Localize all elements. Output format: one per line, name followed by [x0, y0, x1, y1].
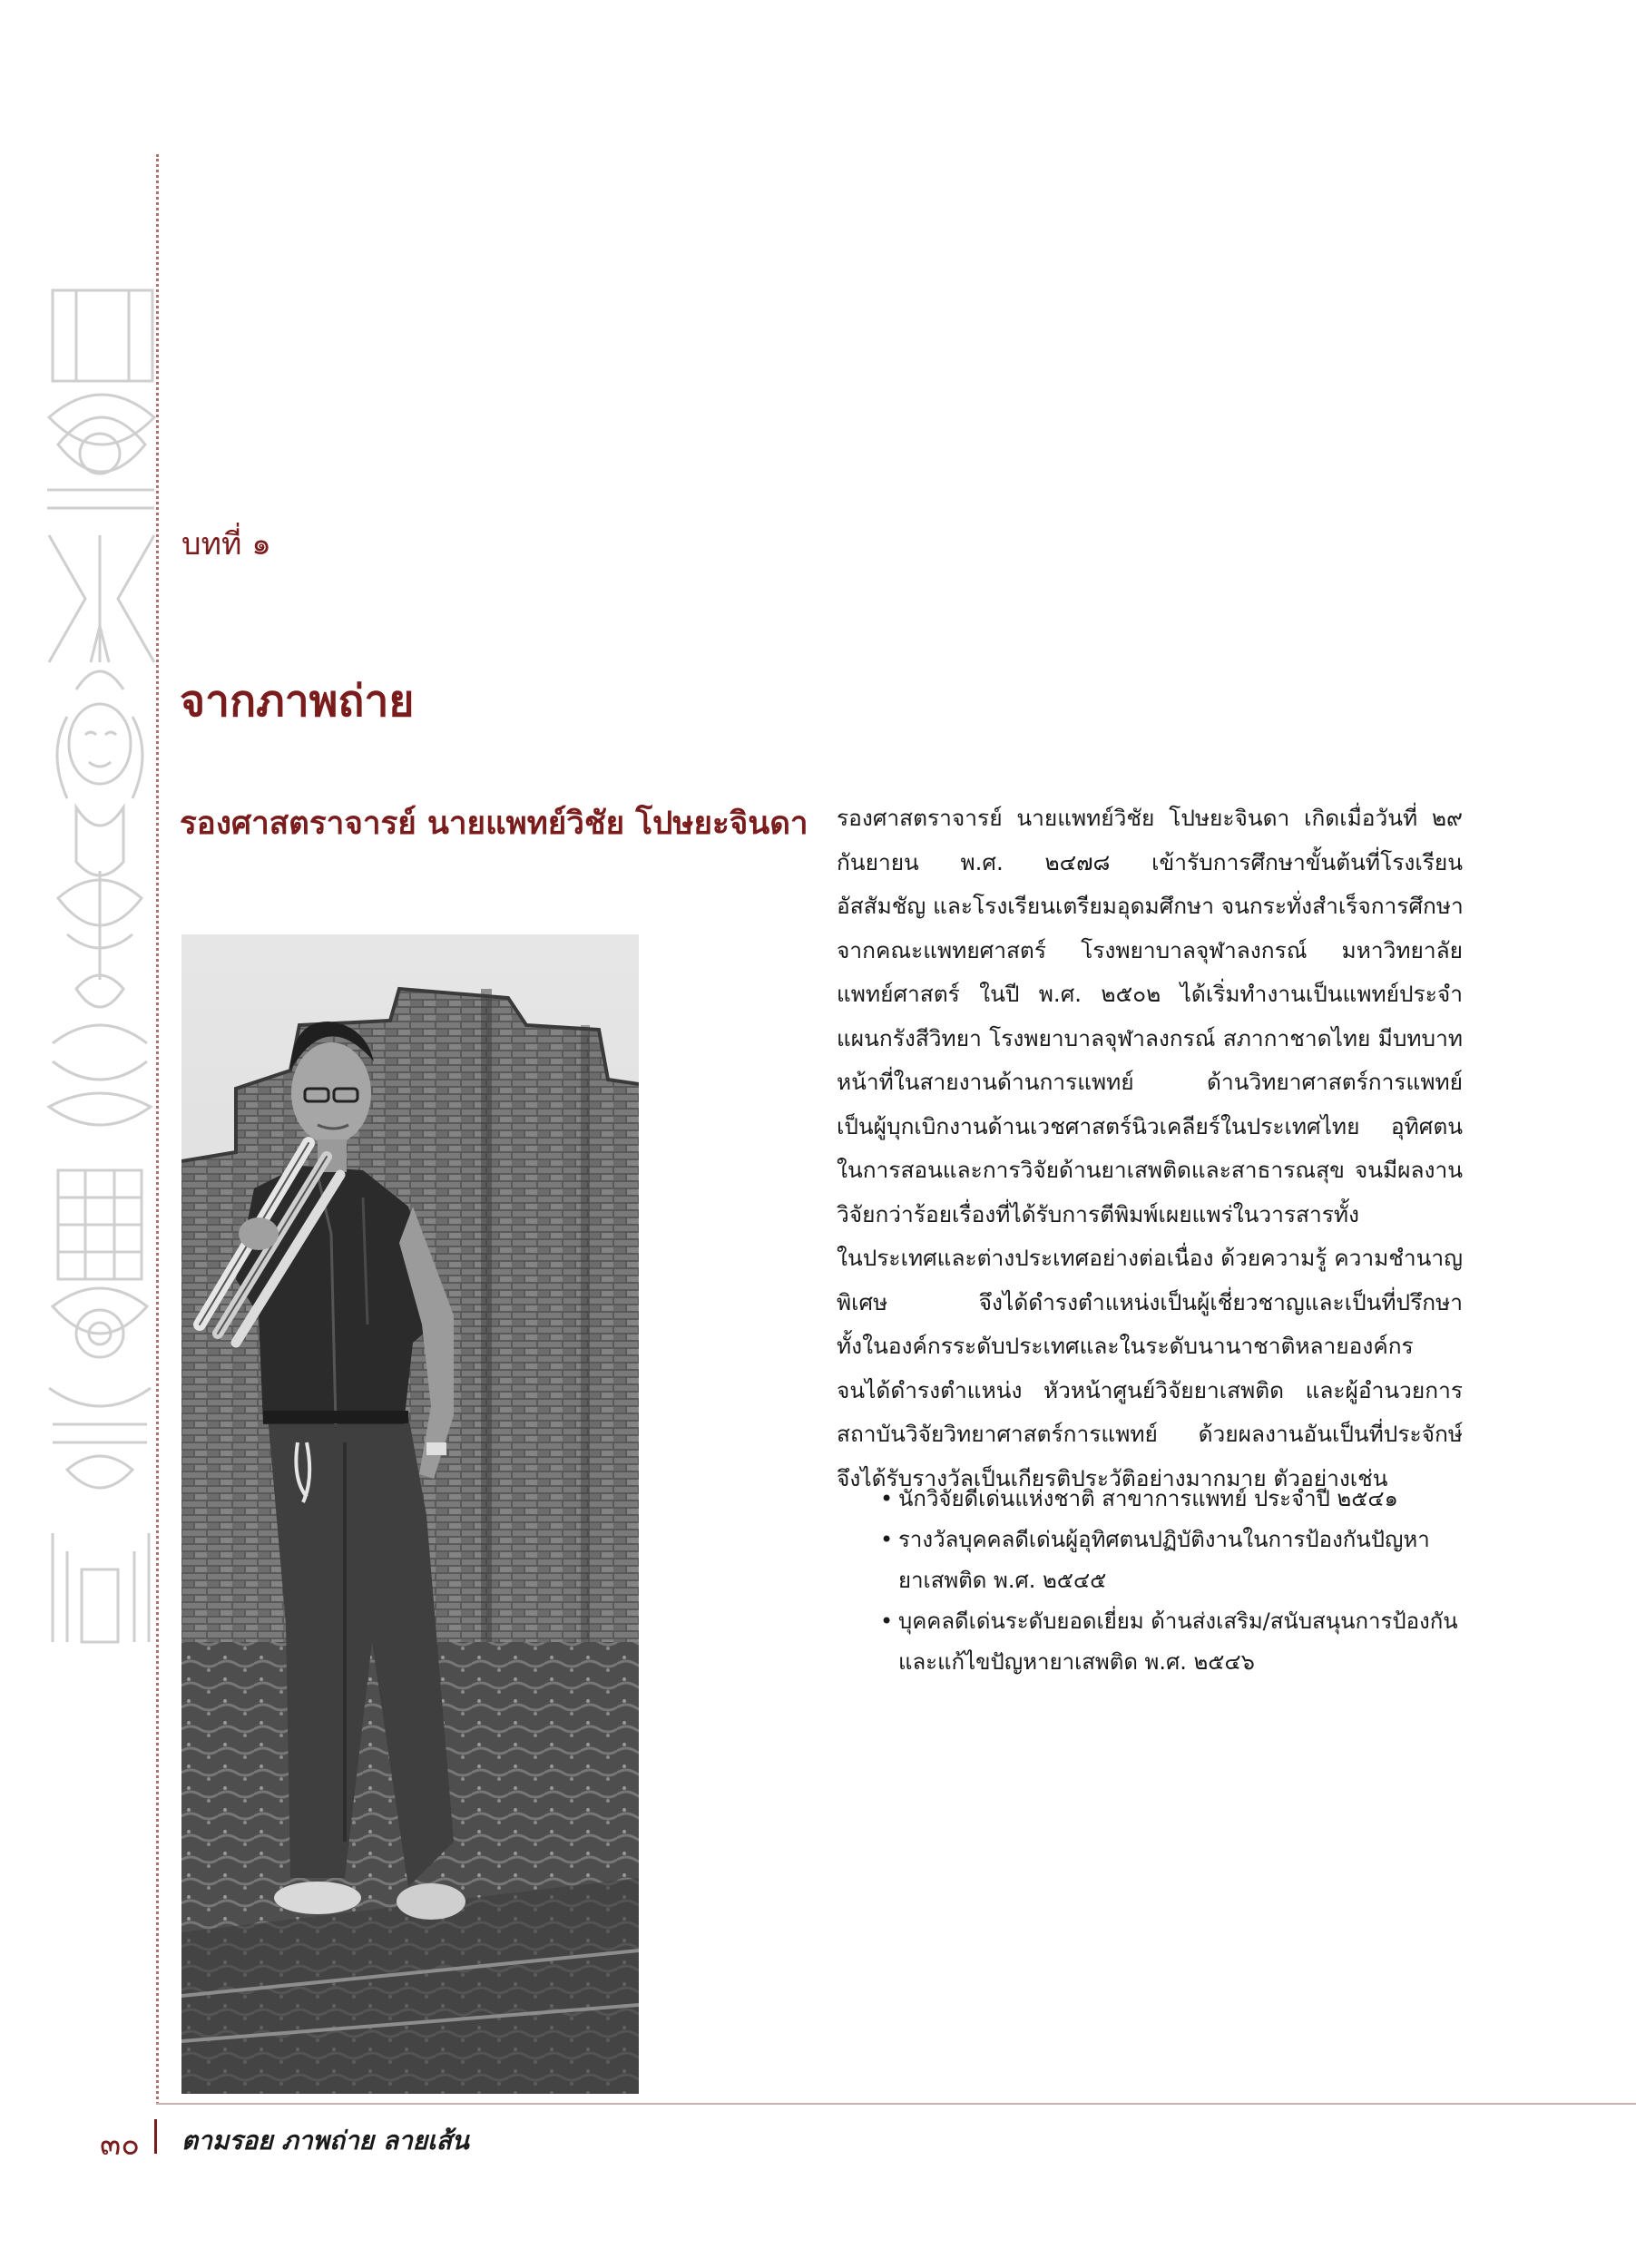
decorative-thai-ornament	[40, 263, 160, 1715]
list-item-line: ยาเสพติด พ.ศ. ๒๕๔๕	[898, 1568, 1107, 1593]
body-line: จึงได้รับรางวัลเป็นเกียรติประวัติอย่างมากมาย ตัวอย่างเช่น	[837, 1464, 1388, 1491]
vertical-dotted-rule	[156, 154, 159, 2105]
list-item-line: บุคคลดีเด่นระดับยอดเยี่ยม ด้านส่งเสริม/สนับสนุนการป้องกัน	[898, 1608, 1458, 1634]
list-item	[880, 1601, 1470, 1683]
list-item-line: และแก้ไขปัญหายาเสพติด พ.ศ. ๒๕๔๖	[898, 1649, 1255, 1675]
body-line: แผนกรังสีวิทยา โรงพยาบาลจุฬาลงกรณ์ สภากาชาดไทย มีบทบาท	[837, 1024, 1463, 1051]
body-line: ในการสอนและการวิจัยด้านยาเสพติดและสาธารณสุข จนมีผลงาน	[837, 1157, 1463, 1183]
list-item	[880, 1520, 1470, 1601]
body-line: อัสสัมชัญ และโรงเรียนเตรียมอุดมศึกษา จนกระทั่งสำเร็จการศึกษา	[837, 893, 1464, 919]
body-line: สถาบันวิจัยวิทยาศาสตร์การแพทย์ ด้วยผลงานอันเป็นที่ประจักษ์	[837, 1421, 1463, 1447]
body-line: รองศาสตราจารย์ นายแพทย์วิชัย โปษยะจินดา เกิดเมื่อวันที่ ๒๙	[837, 805, 1463, 831]
list-item	[880, 1479, 1470, 1520]
body-line: พิเศษ จึงได้ดำรงตำแหน่งเป็นผู้เชี่ยวชาญและเป็นที่ปรึกษา	[837, 1288, 1463, 1315]
bullet-icon: •	[880, 1486, 894, 1511]
list-item-line: รางวัลบุคคลดีเด่นผู้อุทิศตนปฏิบัติงานในการป้องกันปัญหา	[898, 1527, 1430, 1552]
bullet-icon: •	[880, 1608, 894, 1634]
body-paragraph	[837, 797, 1463, 1501]
body-line: เป็นผู้บุกเบิกงานด้านเวชศาสตร์นิวเคลียร์ในประเทศไทย อุทิศตน	[837, 1112, 1463, 1139]
chapter-label: บทที่ ๑	[181, 526, 271, 562]
page-number: ๓๐	[100, 2126, 140, 2163]
footer-separator	[154, 2119, 157, 2154]
subtitle-name: รองศาสตราจารย์ นายแพทย์วิชัย โปษยะจินดา	[180, 806, 808, 842]
awards-list	[880, 1479, 1470, 1683]
chapter-title: จากภาพถ่าย	[180, 676, 415, 727]
body-line: กันยายน พ.ศ. ๒๔๗๘ เข้ารับการศึกษาขั้นต้นที่โรงเรียน	[837, 848, 1463, 875]
body-line: วิจัยกว่าร้อยเรื่องที่ได้รับการตีพิมพ์เผยแพร่ในวารสารทั้ง	[837, 1200, 1360, 1227]
body-line: ทั้งในองค์กรระดับประเทศและในระดับนานาชาติหลายองค์กร	[837, 1333, 1414, 1359]
list-item-line: นักวิจัยดีเด่นแห่งชาติ สาขาการแพทย์ ประจำปี ๒๕๔๑	[898, 1486, 1398, 1511]
body-line: ในประเทศและต่างประเทศอย่างต่อเนื่อง ด้วยความรู้ ความชำนาญ	[837, 1245, 1464, 1271]
footer-divider	[156, 2103, 1636, 2105]
running-footer-title: ตามรอย ภาพถ่าย ลายเส้น	[181, 2126, 469, 2156]
body-line: หน้าที่ในสายงานด้านการแพทย์ ด้านวิทยาศาสตร์การแพทย์	[837, 1069, 1463, 1095]
bullet-icon: •	[880, 1527, 894, 1552]
body-line: จนได้ดำรงตำแหน่ง หัวหน้าศูนย์วิจัยยาเสพติด และผู้อำนวยการ	[837, 1376, 1463, 1403]
body-line: แพทย์ศาสตร์ ในปี พ.ศ. ๒๕๐๒ ได้เริ่มทำงานเป็นแพทย์ประจำ	[837, 981, 1463, 1007]
body-line: จากคณะแพทยศาสตร์ โรงพยาบาลจุฬาลงกรณ์ มหาวิทยาลัย	[837, 936, 1463, 963]
portrait-photo	[181, 934, 639, 2094]
